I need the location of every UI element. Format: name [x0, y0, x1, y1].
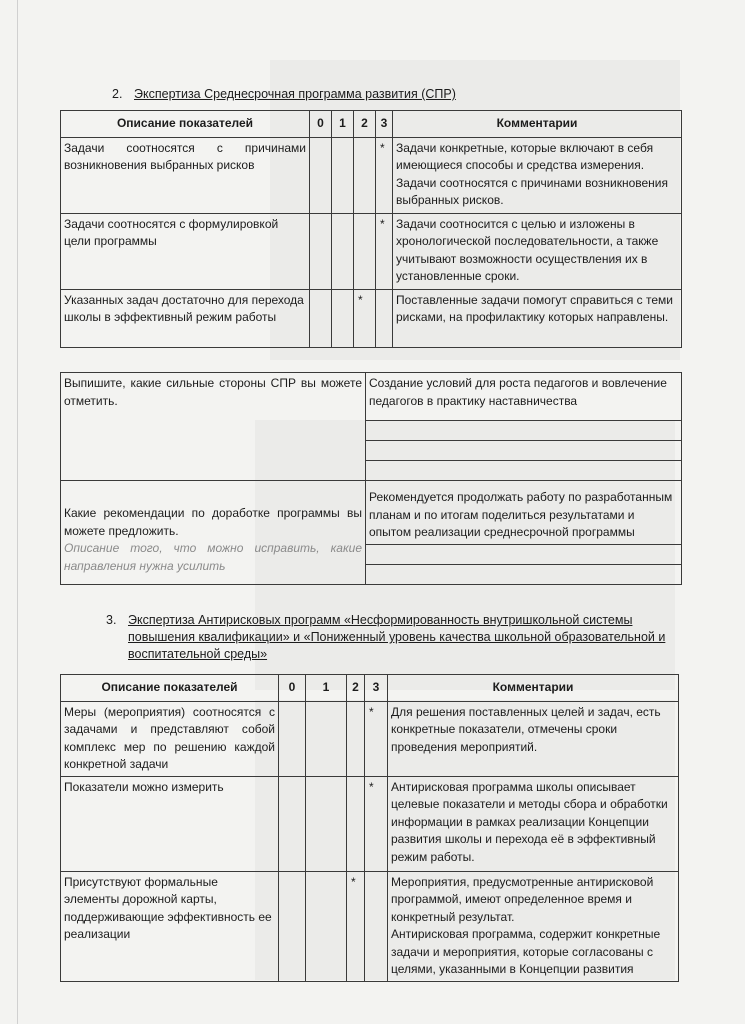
section2-number: 2. — [112, 87, 123, 101]
score-cell-2 — [347, 776, 365, 871]
score-cell-3 — [365, 871, 388, 981]
bleed-through-text — [62, 48, 252, 80]
col-comments-header: Комментарии — [388, 675, 679, 702]
score-cell-2 — [354, 213, 376, 289]
table-row — [61, 871, 679, 981]
score-cell-0 — [279, 701, 306, 776]
score-cell-0 — [279, 776, 306, 871]
answer-line — [366, 544, 682, 564]
recommendations-question-cell — [61, 481, 366, 585]
score-mark: * — [376, 137, 393, 213]
recommendations-hint: Описание того, что можно исправить, какие направления нужна усилить — [64, 541, 362, 573]
table-row — [61, 776, 679, 871]
score-mark: * — [347, 871, 365, 981]
score-cell-1 — [306, 776, 347, 871]
section2-title: Экспертиза Среднесрочная программа развития (СПР) — [134, 87, 456, 101]
section3-number: 3. — [106, 613, 117, 627]
row-comment: Задачи конкретные, которые включают в себя имеющиеся способы и средства измерения. Задачи соотносятся с причинами возникновения выбранных рисков. — [393, 137, 682, 213]
section3-table — [60, 674, 679, 982]
answer-line — [366, 461, 682, 481]
col-score-2-header: 2 — [354, 111, 376, 138]
table-row — [61, 289, 682, 347]
section3-title: Экспертиза Антирисковых программ «Несформированность внутришкольной системы повышения квалификации» и «Пониженный уровень качества школьной образовательной и воспитательной среды» — [128, 613, 666, 661]
answer-line — [366, 441, 682, 461]
score-cell-1 — [332, 289, 354, 347]
row-comment: Мероприятия, предусмотренные антирисковой программой, имеют определенное время и конкретный результат. — [391, 874, 654, 924]
score-cell-1 — [332, 213, 354, 289]
recommendations-question: Какие рекомендации по доработке программы вы можете предложить. — [64, 506, 362, 538]
strengths-answer: Создание условий для роста педагогов и вовлечение педагогов в практику наставничества — [366, 373, 682, 421]
row-comment-extra: Антирисковая программа, содержит конкретные задачи и мероприятия, которые согласованы с целями, указанными в Концепции развития — [391, 927, 661, 976]
row-comment-cell — [388, 871, 679, 981]
section2-heading — [112, 86, 592, 104]
section3-heading — [106, 612, 698, 666]
col-comments-header: Комментарии — [393, 111, 682, 138]
score-cell-1 — [306, 701, 347, 776]
score-cell-0 — [279, 871, 306, 981]
row-comment: Для решения поставленных целей и задач, есть конкретные показатели, отмечены сроки проведения мероприятий. — [388, 701, 679, 776]
row-description: Задачи соотносятся с причинами возникновения выбранных рисков — [61, 137, 310, 213]
score-cell-0 — [310, 289, 332, 347]
score-mark: * — [365, 776, 388, 871]
score-cell-0 — [310, 137, 332, 213]
recommendations-answer: Рекомендуется продолжать работу по разработанным планам и по итогам поделиться результатами и опытом реализации среднесрочной программы — [366, 481, 682, 545]
answer-line — [366, 421, 682, 441]
row-comment: Поставленные задачи помогут справиться с теми рисками, на профилактику которых направлены. — [393, 289, 682, 347]
page-edge-line — [17, 0, 18, 1024]
table-header-row — [61, 675, 679, 702]
answer-line — [366, 564, 682, 584]
col-score-1-header: 1 — [306, 675, 347, 702]
table-row — [61, 701, 679, 776]
col-score-3-header: 3 — [376, 111, 393, 138]
col-description-header: Описание показателей — [61, 111, 310, 138]
col-score-3-header: 3 — [365, 675, 388, 702]
strengths-row — [61, 373, 682, 421]
row-description: Задачи соотносятся с формулировкой цели программы — [61, 213, 310, 289]
score-cell-1 — [332, 137, 354, 213]
col-description-header: Описание показателей — [61, 675, 279, 702]
evaluation-summary-table — [60, 372, 682, 585]
score-mark: * — [365, 701, 388, 776]
score-cell-0 — [310, 213, 332, 289]
score-mark: * — [354, 289, 376, 347]
table-header-row — [61, 111, 682, 138]
score-cell-2 — [347, 701, 365, 776]
score-cell-3 — [376, 289, 393, 347]
table-row — [61, 213, 682, 289]
row-comment: Антирисковая программа школы описывает целевые показатели и методы сбора и обработки информации в рамках реализации Концепции развития школы и перехода её в эффективный режим работы. — [388, 776, 679, 871]
col-score-1-header: 1 — [332, 111, 354, 138]
score-cell-2 — [354, 137, 376, 213]
score-mark: * — [376, 213, 393, 289]
row-description: Присутствуют формальные элементы дорожной карты, поддерживающие эффективность ее реализации — [61, 871, 279, 981]
col-score-0-header: 0 — [279, 675, 306, 702]
row-description: Меры (мероприятия) соотносятся с задачами и представляют собой комплекс мер по решению каждой конкретной задачи — [61, 701, 279, 776]
recommendations-row — [61, 481, 682, 545]
section2-table — [60, 110, 682, 348]
table-row — [61, 137, 682, 213]
row-description: Указанных задач достаточно для перехода школы в эффективный режим работы — [61, 289, 310, 347]
row-description: Показатели можно измерить — [61, 776, 279, 871]
row-comment: Задачи соотносится с целью и изложены в хронологической последовательности, а также учитывают возможности осуществления их в установленные сроки. — [393, 213, 682, 289]
col-score-2-header: 2 — [347, 675, 365, 702]
col-score-0-header: 0 — [310, 111, 332, 138]
score-cell-1 — [306, 871, 347, 981]
strengths-question: Выпишите, какие сильные стороны СПР вы можете отметить. — [61, 373, 366, 481]
